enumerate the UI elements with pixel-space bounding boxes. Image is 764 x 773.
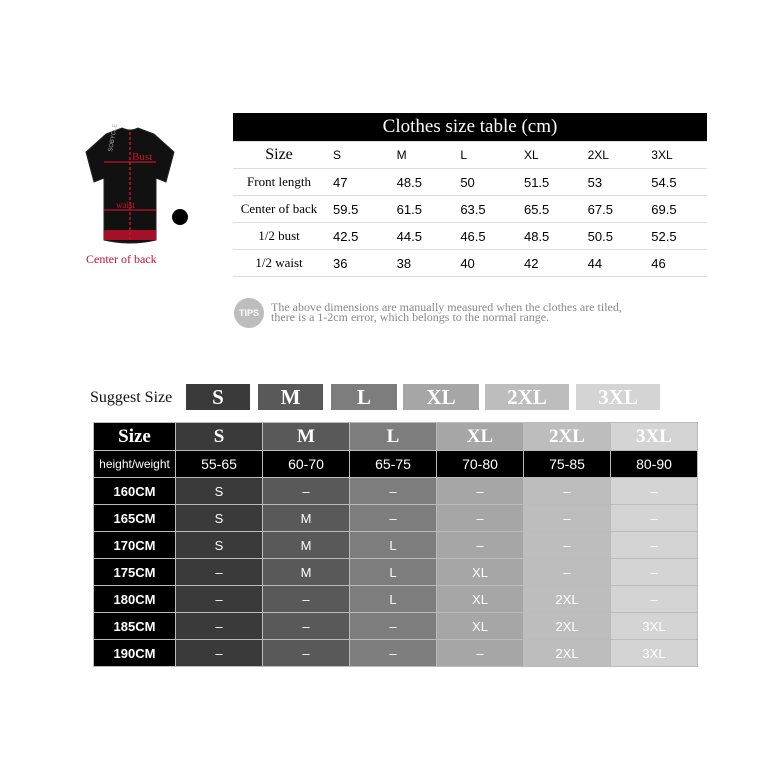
size-table-title: Clothes size table (cm) [233,113,707,142]
table-cell: 3XL [643,142,707,169]
table-cell: 52.5 [643,223,707,250]
table-cell: M [263,559,350,586]
table-cell: 53 [580,169,644,196]
suggest-size-label: Suggest Size [90,389,173,406]
size-header-cell: S [176,423,263,451]
height-cell: 190CM [94,640,176,667]
row-label: Size [233,142,325,169]
size-guide-table [93,422,698,667]
table-cell: – [611,532,698,559]
height-weight-label: height/weight [94,451,176,478]
table-cell: – [524,478,611,505]
table-cell: – [350,505,437,532]
height-cell: 175CM [94,559,176,586]
table-cell: – [263,478,350,505]
height-cell: 165CM [94,505,176,532]
table-cell: 50.5 [580,223,644,250]
suggest-size-l: L [331,384,397,410]
table-cell: 48.5 [516,223,580,250]
table-cell: M [263,532,350,559]
table-cell: – [524,505,611,532]
center-of-back-caption: Center of back [86,252,157,266]
table-row [233,142,707,169]
height-cell: 160CM [94,478,176,505]
table-cell: 2XL [580,142,644,169]
table-cell: – [350,640,437,667]
table-cell: L [350,559,437,586]
table-cell: – [437,505,524,532]
table-cell: 48.5 [389,169,453,196]
height-cell: 170CM [94,532,176,559]
weight-range-cell: 70-80 [437,451,524,478]
table-cell: – [176,640,263,667]
table-cell: 50 [452,169,516,196]
weight-range-cell: 75-85 [524,451,611,478]
table-cell: 63.5 [452,196,516,223]
clothes-size-table [233,113,707,277]
table-cell: S [176,505,263,532]
table-cell: 54.5 [643,169,707,196]
table-cell: S [176,478,263,505]
table-cell: 2XL [524,613,611,640]
table-cell: L [350,532,437,559]
table-cell: 65.5 [516,196,580,223]
size-header-cell: L [350,423,437,451]
table-cell: 61.5 [389,196,453,223]
row-label: Front length [233,169,325,196]
table-cell: 3XL [611,613,698,640]
table-row [94,532,698,559]
weight-range-cell: 55-65 [176,451,263,478]
table-cell: 36 [325,250,389,277]
table-cell: XL [516,142,580,169]
table-row [233,169,707,196]
table-row [233,250,707,277]
table-cell: – [611,505,698,532]
table-cell: 67.5 [580,196,644,223]
table-cell: M [389,142,453,169]
table-cell: 38 [389,250,453,277]
table-row [94,559,698,586]
bust-label: Bust [132,151,153,163]
table-cell: 69.5 [643,196,707,223]
table-cell: 40 [452,250,516,277]
waist-label: waist [116,200,135,210]
table-cell: M [263,505,350,532]
height-cell: 185CM [94,613,176,640]
table-cell: XL [437,559,524,586]
table-cell: – [611,559,698,586]
suggest-size-m: M [258,384,323,410]
weight-header-row [94,451,698,478]
table-cell: 2XL [524,640,611,667]
size-header-cell: M [263,423,350,451]
size-header-cell: XL [437,423,524,451]
jersey-illustration [70,122,190,270]
table-cell: 2XL [524,586,611,613]
tips-note [271,302,701,322]
table-row [94,505,698,532]
row-label: Center of back [233,196,325,223]
suggest-size-3xl: 3XL [576,384,660,410]
table-cell: 44.5 [389,223,453,250]
table-cell: – [611,586,698,613]
table-cell: 51.5 [516,169,580,196]
table-cell: S [325,142,389,169]
table-cell: – [611,478,698,505]
table-cell: 42.5 [325,223,389,250]
table-cell: – [350,613,437,640]
table-cell: – [437,478,524,505]
tips-line: The above dimensions are manually measured when the clothes are tiled, [271,300,622,314]
row-label: 1/2 waist [233,250,325,277]
brand-label: SOBYCLE [108,123,119,153]
table-cell: XL [437,586,524,613]
table-cell: 3XL [611,640,698,667]
table-cell: – [437,640,524,667]
table-cell: L [452,142,516,169]
weight-range-cell: 60-70 [263,451,350,478]
table-cell: – [350,478,437,505]
tips-icon: TIPS [234,298,264,328]
size-header-label: Size [94,423,176,451]
tips-line: there is a 1-2cm error, which belongs to the normal range. [271,310,550,324]
table-cell: 42 [516,250,580,277]
size-header-cell: 2XL [524,423,611,451]
table-cell: 46.5 [452,223,516,250]
table-row [94,640,698,667]
height-cell: 180CM [94,586,176,613]
table-cell: – [437,532,524,559]
table-cell: – [524,559,611,586]
row-label: 1/2 bust [233,223,325,250]
size-header-cell: 3XL [611,423,698,451]
table-cell: 44 [580,250,644,277]
table-row [233,223,707,250]
table-cell: 46 [643,250,707,277]
table-cell: – [176,613,263,640]
table-cell: – [263,640,350,667]
weight-range-cell: 80-90 [611,451,698,478]
table-cell: XL [437,613,524,640]
suggest-size-xl: XL [403,384,479,410]
table-cell: – [263,613,350,640]
table-cell: 47 [325,169,389,196]
table-cell: – [176,559,263,586]
table-cell: S [176,532,263,559]
table-row [94,613,698,640]
table-cell: L [350,586,437,613]
table-cell: – [524,532,611,559]
suggest-size-s: S [186,384,250,410]
weight-range-cell: 65-75 [350,451,437,478]
size-header-row [94,423,698,451]
table-cell: 59.5 [325,196,389,223]
table-row [94,586,698,613]
table-cell: – [176,586,263,613]
table-cell: – [263,586,350,613]
table-row [94,478,698,505]
table-row [233,196,707,223]
suggest-size-2xl: 2XL [485,384,569,410]
